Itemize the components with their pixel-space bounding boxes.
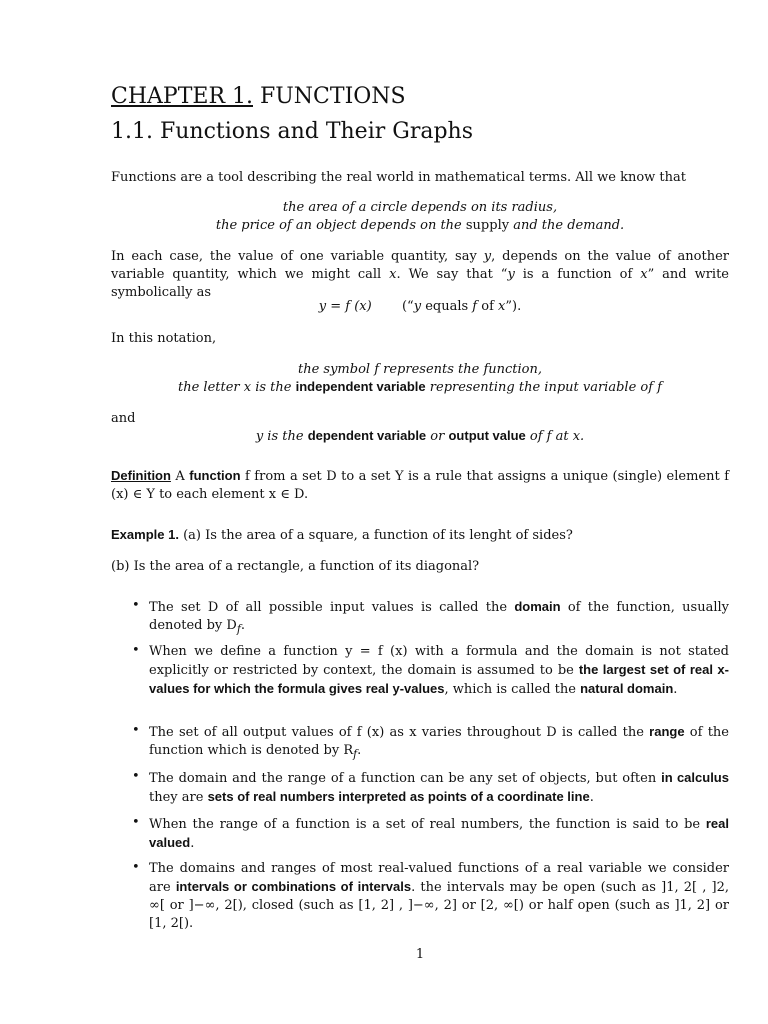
bullet-natural-domain: When we define a function y = f (x) with a formula and the domain is not stated explicitly or restricted by context, the domain is assumed to be the largest set of real x-values for which the formula gives real y-values, which is called the natural domain. [149,644,729,697]
bullet-icon: • [132,643,140,658]
variable-paragraph: In each case, the value of one variable quantity, say y, depends on the value of another variable quantity, which we might call x. We say that “y is a function of x” and write symbolically as [111,249,729,300]
notation-intro: In this notation, [111,331,217,346]
quote-line-1: the area of a circle depends on its radius, [282,200,558,215]
example-part-b: (b) Is the area of a rectangle, a function of its diagonal? [111,559,480,574]
chapter-label: CHAPTER 1. [111,84,253,109]
bullet-icon: • [132,815,140,830]
definition-paragraph: Definition A function f from a set D to a set Y is a rule that assigns a unique (single) element f (x) ∈ Y to each element x ∈ D. [111,468,729,502]
function-equation: y = f (x) (“y equals f of x”). [318,299,522,314]
bullet-intervals: The domains and ranges of most real-valued functions of a real variable we consider are intervals or combinations of intervals. the intervals may be open (such as ]1, 2[ , ]2, ∞[ or ]−∞, 2[), closed (such as [1, 2] , ]−∞, 2] or [2, ∞[) or half open (such as ]1, 2] or [1, 2[). [149,861,729,931]
notation-line-1: the symbol f represents the function, [297,362,543,377]
example-part-a: Example 1. (a) Is the area of a square, a function of its lenght of sides? [111,527,573,543]
bullet-icon: • [132,860,140,875]
and-text: and [111,411,136,426]
example-label: Example 1. [111,527,179,542]
chapter-heading [111,82,729,112]
bullet-real-valued: When the range of a function is a set of real numbers, the function is said to be real valued. [149,816,729,851]
notation-line-2: the letter x is the independent variable representing the input variable of f [178,379,662,395]
definition-label: Definition [111,468,171,483]
quote-line-2: the price of an object depends on the supply and the demand. [215,218,625,233]
bullet-icon: • [132,769,140,784]
dependent-line: y is the dependent variable or output value of f at x. [255,428,585,444]
bullet-icon: • [132,598,140,613]
bullet-range: The set of all output values of f (x) as x varies throughout D is called the range of the function which is denoted by $R_f$. [149,724,729,761]
intro-paragraph: Functions are a tool describing the real world in mathematical terms. All we know that [111,170,686,185]
section-heading: 1.1. Functions and Their Graphs [111,119,473,144]
bullet-domain: The set D of all possible input values is called the domain of the function, usually denoted by $D_f$. [149,599,729,636]
page-number: 1 [415,947,425,962]
bullet-icon: • [132,723,140,738]
bullet-calculus: The domain and the range of a function can be any set of objects, but often in calculus they are sets of real numbers interpreted as points of a coordinate line. [149,770,729,805]
chapter-title: FUNCTIONS [260,84,406,109]
